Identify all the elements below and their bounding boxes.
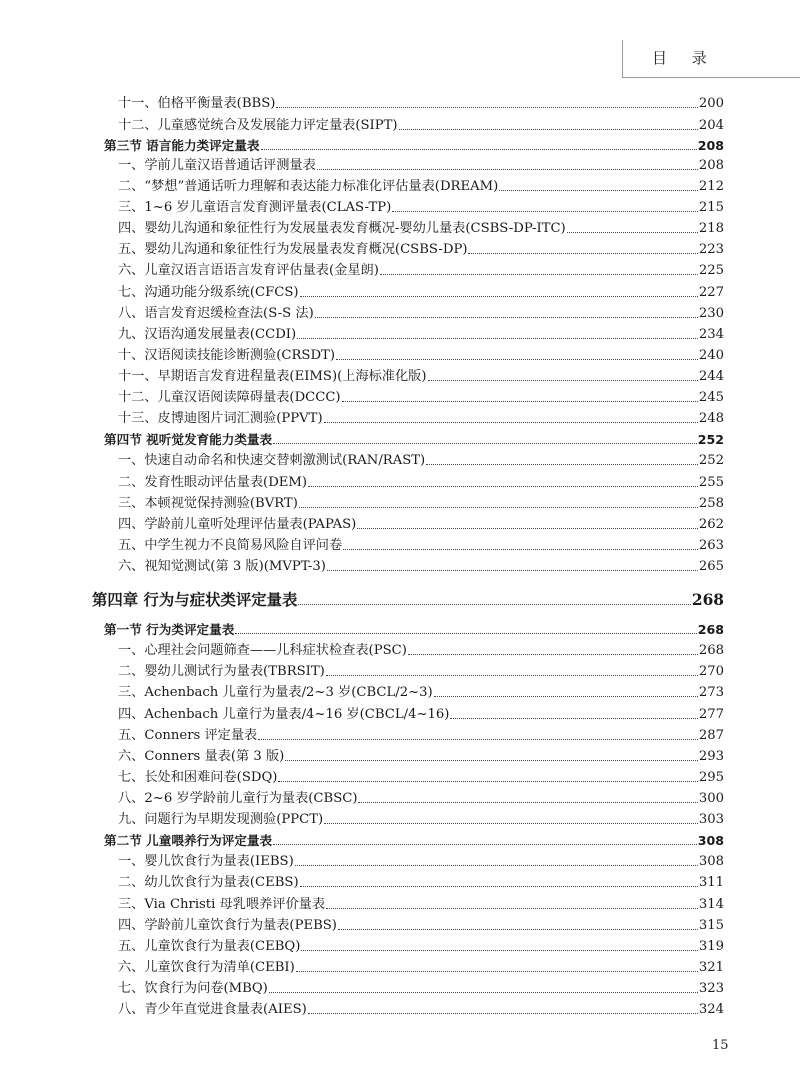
toc-item-entry[interactable]	[118, 558, 724, 576]
toc-dot-leader	[567, 231, 698, 233]
toc-entry-title: 八、2~6 岁学龄前儿童行为量表(CBSC)	[118, 791, 358, 806]
toc-entry-title: 八、语言发育迟缓检查法(S-S 法)	[118, 306, 314, 321]
toc-section-entry[interactable]	[104, 431, 724, 449]
toc-dot-leader	[450, 717, 697, 719]
toc-entry-title: 二、发育性眼动评估量表(DEM)	[118, 475, 308, 490]
toc-dot-leader	[278, 780, 697, 782]
toc-dot-leader	[327, 569, 698, 571]
toc-section-entry[interactable]	[104, 832, 724, 850]
toc-entry-title: 十三、皮博迪图片词汇测验(PPVT)	[118, 411, 323, 426]
toc-entry-title: 一、学前儿童汉语普通话评测量表	[118, 158, 316, 173]
toc-entry-page: 252	[698, 453, 724, 468]
toc-entry-page: 215	[698, 200, 724, 215]
toc-dot-leader	[358, 801, 697, 803]
toc-dot-leader	[317, 168, 698, 170]
toc-dot-leader	[399, 128, 698, 130]
toc-entry-page: 295	[698, 770, 724, 785]
toc-entry-page: 204	[698, 118, 724, 133]
toc-dot-leader	[308, 485, 698, 487]
toc-entry-page: 287	[698, 728, 724, 743]
toc-item-entry[interactable]	[118, 262, 724, 280]
toc-entry-page: 244	[698, 369, 724, 384]
toc-dot-leader	[273, 442, 697, 444]
toc-dot-leader	[380, 273, 698, 275]
toc-entry-title: 五、Conners 评定量表	[118, 728, 258, 743]
toc-dot-leader	[301, 949, 697, 951]
toc-dot-leader	[426, 463, 698, 465]
toc-entry-page: 248	[698, 411, 724, 426]
toc-entry-page: 265	[698, 559, 724, 574]
toc-entry-title: 九、问题行为早期发现测验(PPCT)	[118, 812, 324, 827]
toc-dot-leader	[357, 527, 698, 529]
toc-dot-leader	[343, 548, 698, 550]
toc-entry-page: 255	[698, 475, 724, 490]
toc-item-entry[interactable]	[118, 748, 724, 766]
toc-entry-title: 五、婴幼儿沟通和象征性行为发展量表发育概况(CSBS-DP)	[118, 242, 468, 257]
toc-dot-leader	[324, 822, 698, 824]
toc-entry-page: 324	[698, 1002, 724, 1017]
toc-entry-title: 六、儿童饮食行为清单(CEBI)	[118, 960, 295, 975]
toc-entry-title: 一、心理社会问题筛查——儿科症状检查表(PSC)	[118, 643, 407, 658]
toc-item-entry[interactable]	[118, 452, 724, 470]
toc-item-entry[interactable]	[118, 727, 724, 745]
toc-entry-title: 十二、儿童感觉统合及发展能力评定量表(SIPT)	[118, 118, 398, 133]
toc-item-entry[interactable]	[118, 938, 724, 956]
toc-item-entry[interactable]	[118, 537, 724, 555]
header-divider-vertical	[622, 40, 623, 78]
toc-dot-leader	[468, 252, 697, 254]
toc-dot-leader	[434, 695, 698, 697]
toc-dot-leader	[336, 358, 698, 360]
toc-dot-leader	[499, 189, 698, 191]
toc-dot-leader	[297, 337, 698, 339]
toc-entry-title: 九、汉语沟通发展量表(CCDI)	[118, 327, 297, 342]
toc-item-entry[interactable]	[118, 663, 724, 681]
toc-dot-leader	[295, 864, 698, 866]
toc-item-entry[interactable]	[118, 516, 724, 534]
toc-entry-title: 四、Achenbach 儿童行为量表/4~16 岁(CBCL/4~16)	[118, 707, 450, 722]
toc-entry-page: 218	[698, 221, 724, 236]
toc-dot-leader	[326, 674, 698, 676]
toc-entry-title: 六、Conners 量表(第 3 版)	[118, 749, 285, 764]
toc-item-entry[interactable]	[118, 642, 724, 660]
toc-dot-leader	[273, 843, 697, 845]
toc-dot-leader	[261, 148, 697, 150]
toc-chapter-entry[interactable]	[92, 589, 724, 611]
toc-entry-page: 252	[697, 432, 724, 447]
toc-entry-page: 200	[698, 96, 724, 111]
toc-item-entry[interactable]	[118, 326, 724, 344]
toc-entry-title: 第一节 行为类评定量表	[104, 622, 235, 637]
toc-entry-page: 293	[698, 749, 724, 764]
toc-entry-page: 240	[698, 348, 724, 363]
toc-entry-page: 212	[698, 179, 724, 194]
toc-dot-leader	[315, 316, 698, 318]
toc-item-entry[interactable]	[118, 769, 724, 787]
toc-item-entry[interactable]	[118, 811, 724, 829]
toc-dot-leader	[428, 379, 698, 381]
toc-item-entry[interactable]	[118, 706, 724, 724]
toc-dot-leader	[342, 400, 698, 402]
toc-entry-page: 268	[697, 622, 724, 637]
toc-entry-title: 七、沟通功能分级系统(CFCS)	[118, 285, 299, 300]
toc-entry-title: 第四章 行为与症状类评定量表	[92, 591, 298, 609]
toc-entry-title: 五、中学生视力不良简易风险自评问卷	[118, 538, 343, 553]
toc-dot-leader	[235, 632, 696, 634]
toc-item-entry[interactable]	[118, 157, 724, 175]
toc-entry-page: 303	[698, 812, 724, 827]
toc-section-entry[interactable]	[104, 621, 724, 639]
toc-item-entry[interactable]	[118, 684, 724, 702]
toc-entry-title: 一、快速自动命名和快速交替刺激测试(RAN/RAST)	[118, 453, 426, 468]
toc-item-entry[interactable]	[118, 284, 724, 302]
toc-item-entry[interactable]	[118, 305, 724, 323]
toc-entry-title: 十一、伯格平衡量表(BBS)	[118, 96, 276, 111]
toc-entry-title: 五、儿童饮食行为量表(CEBQ)	[118, 939, 301, 954]
toc-entry-page: 234	[698, 327, 724, 342]
toc-item-entry[interactable]	[118, 389, 724, 407]
toc-entry-page: 315	[698, 918, 724, 933]
toc-entry-title: 第三节 语言能力类评定量表	[104, 138, 260, 153]
toc-item-entry[interactable]	[118, 853, 724, 871]
toc-item-entry[interactable]	[118, 241, 724, 259]
toc-entry-title: 十二、儿童汉语阅读障碍量表(DCCC)	[118, 390, 341, 405]
toc-dot-leader	[276, 106, 697, 108]
toc-entry-title: 三、Achenbach 儿童行为量表/2~3 岁(CBCL/2~3)	[118, 685, 433, 700]
toc-dot-leader	[299, 506, 698, 508]
toc-entry-page: 319	[698, 939, 724, 954]
toc-entry-page: 245	[698, 390, 724, 405]
toc-item-entry[interactable]	[118, 874, 724, 892]
toc-entry-page: 225	[698, 263, 724, 278]
toc-dot-leader	[324, 421, 698, 423]
toc-dot-leader	[296, 970, 698, 972]
toc-entry-title: 三、Via Christi 母乳喂养评价量表	[118, 897, 326, 912]
toc-item-entry[interactable]	[118, 474, 724, 492]
toc-item-entry[interactable]	[118, 790, 724, 808]
toc-entry-page: 208	[698, 158, 724, 173]
toc-entry-page: 230	[698, 306, 724, 321]
toc-entry-title: 七、饮食行为问卷(MBQ)	[118, 981, 268, 996]
toc-entry-page: 208	[697, 138, 724, 153]
toc-item-entry[interactable]	[118, 347, 724, 365]
toc-entry-title: 六、儿童汉语言语语言发育评估量表(金星朗)	[118, 263, 379, 278]
toc-item-entry[interactable]	[118, 959, 724, 977]
toc-entry-title: 三、本顿视觉保持测验(BVRT)	[118, 496, 298, 511]
toc-dot-leader	[300, 885, 698, 887]
toc-entry-title: 二、婴幼儿测试行为量表(TBRSIT)	[118, 664, 325, 679]
toc-entry-page: 314	[698, 897, 724, 912]
toc-item-entry[interactable]	[118, 178, 724, 196]
toc-item-entry[interactable]	[118, 896, 724, 914]
toc-entry-title: 十一、早期语言发育进程量表(EIMS)(上海标准化版)	[118, 369, 427, 384]
toc-dot-leader	[269, 991, 698, 993]
toc-entry-page: 270	[698, 664, 724, 679]
page-number: 15	[712, 1038, 729, 1053]
toc-item-entry[interactable]	[118, 220, 724, 238]
toc-item-entry[interactable]	[118, 495, 724, 513]
header-divider-horizontal	[622, 77, 800, 78]
toc-entry-page: 321	[698, 960, 724, 975]
toc-dot-leader	[326, 907, 698, 909]
toc-entry-page: 262	[698, 517, 724, 532]
toc-entry-page: 258	[698, 496, 724, 511]
toc-dot-leader	[338, 928, 698, 930]
toc-dot-leader	[408, 653, 698, 655]
toc-dot-leader	[300, 295, 698, 297]
running-header-title: 目 录	[652, 49, 717, 67]
toc-entry-page: 308	[697, 833, 724, 848]
toc-entry-page: 268	[698, 643, 724, 658]
toc-entry-title: 一、婴儿饮食行为量表(IEBS)	[118, 854, 294, 869]
toc-item-entry[interactable]	[118, 980, 724, 998]
toc-item-entry[interactable]	[118, 199, 724, 217]
toc-entry-title: 二、幼儿饮食行为量表(CEBS)	[118, 875, 299, 890]
toc-section-entry[interactable]	[104, 137, 724, 155]
toc-item-entry[interactable]	[118, 410, 724, 428]
toc-entry-title: 第二节 儿童喂养行为评定量表	[104, 833, 273, 848]
toc-dot-leader	[308, 1012, 698, 1014]
toc-entry-title: 第四节 视听觉发育能力类量表	[104, 432, 273, 447]
toc-entry-title: 八、青少年直觉进食量表(AIES)	[118, 1002, 307, 1017]
toc-entry-page: 223	[698, 242, 724, 257]
toc-entry-title: 十、汉语阅读技能诊断测验(CRSDT)	[118, 348, 335, 363]
toc-dot-leader	[298, 603, 690, 605]
toc-dot-leader	[392, 210, 698, 212]
toc-dot-leader	[285, 759, 698, 761]
toc-entry-page: 273	[698, 685, 724, 700]
toc-entry-page: 227	[698, 285, 724, 300]
toc-entry-title: 二、“梦想”普通话听力理解和表达能力标准化评估量表(DREAM)	[118, 179, 499, 194]
toc-entry-title: 七、长处和困难问卷(SDQ)	[118, 770, 278, 785]
toc-entry-title: 四、学龄前儿童饮食行为量表(PEBS)	[118, 918, 337, 933]
toc-entry-title: 四、婴幼儿沟通和象征性行为发展量表发育概况-婴幼儿量表(CSBS-DP-ITC)	[118, 221, 566, 236]
toc-entry-page: 308	[698, 854, 724, 869]
toc-item-entry[interactable]	[118, 917, 724, 935]
toc-entry-page: 323	[698, 981, 724, 996]
toc-item-entry[interactable]	[118, 1001, 724, 1019]
toc-item-entry[interactable]	[118, 368, 724, 386]
toc-entry-page: 300	[698, 791, 724, 806]
toc-item-entry[interactable]	[118, 95, 724, 113]
toc-entry-page: 277	[698, 707, 724, 722]
toc-item-entry[interactable]	[118, 117, 724, 135]
toc-entry-page: 311	[698, 875, 724, 890]
toc-entry-title: 六、视知觉测试(第 3 版)(MVPT-3)	[118, 559, 326, 574]
toc-entry-title: 三、1~6 岁儿童语言发育测评量表(CLAS-TP)	[118, 200, 392, 215]
toc-entry-page: 268	[691, 591, 724, 609]
toc-entry-title: 四、学龄前儿童听处理评估量表(PAPAS)	[118, 517, 357, 532]
toc-entry-page: 263	[698, 538, 724, 553]
toc-dot-leader	[258, 738, 698, 740]
